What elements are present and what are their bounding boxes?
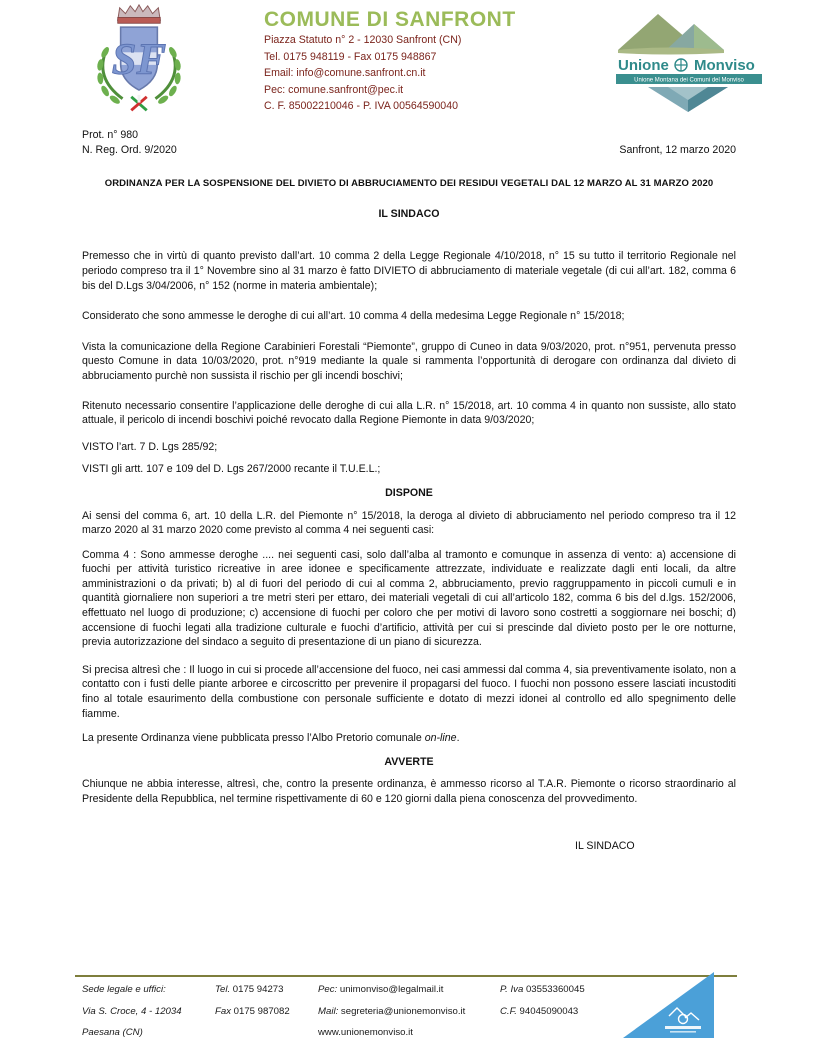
footer-website: www.unionemonviso.it <box>318 1027 413 1038</box>
ordinance-title: ORDINANZA PER LA SOSPENSIONE DEL DIVIETO DI ABBRUCIAMENTO DEI RESIDUI VEGETALI DAL 12 MARZO AL 31 MARZO 2020 <box>104 178 714 190</box>
comune-name: COMUNE DI SANFRONT <box>264 8 516 31</box>
heading-il-sindaco: IL SINDACO <box>378 207 440 220</box>
registry-number: N. Reg. Ord. 9/2020 <box>82 143 177 156</box>
footer-fax-value: 0175 987082 <box>231 1005 290 1017</box>
heading-dispone: DISPONE <box>385 486 433 499</box>
paragraph-ritenuto: Ritenuto necessario consentire l’applicazione delle deroghe di cui alla L.R. n° 15/2018, art. 10 comma 4 in quanto non sussiste, allo stato attuale, il pericolo di incendi boschivi poiché revocato dalla Regione Piemonte in data 9/03/2020; <box>82 399 736 427</box>
paragraph-chiunque: Chiunque ne abbia interesse, altresì, che, contro la presente ordinanza, è ammesso ricorso al T.A.R. Piemonte o ricorso straordinario al Presidente della Repubblica, nel termine rispettivamente di 60 e 120 giorni dalla piena conoscenza del provvedimento. <box>82 778 736 805</box>
unione-monviso-logo <box>608 4 770 112</box>
footer-cf-value: 94045090043 <box>516 1005 579 1017</box>
footer-contact-block <box>82 984 660 1039</box>
svg-text:SF: SF <box>111 33 167 84</box>
footer-address-line1: Via S. Croce, 4 - 12034 <box>82 1005 182 1017</box>
footer-address-label: Sede legale e uffici: <box>82 984 166 995</box>
paragraph-ai-sensi: Ai sensi del comma 6, art. 10 della L.R. del Piemonte n° 15/2018, la deroga al divieto di abbruciamento nel periodo compreso tra il 12 marzo 2020 al 31 marzo 2020 come previsto al comma 4 nei seguenti casi: <box>82 509 736 537</box>
paragraph-si-precisa: Si precisa altresì che : Il luogo in cui si procede all’accensione del fuoco, nei casi ammessi dal comma 4, sia preventivamente isolato, non a contatto con i fusti delle piante arboree e circoscritto per prevenire il propagarsi del fuoco. I fuochi non possono essere lasciati incustoditi fino al totale esaurimento della combustione con personale sufficiente e dotato di mezzi idonei al controllo ed allo spegnimento delle fiamme. <box>82 663 736 720</box>
footer-piva-label: P. Iva <box>500 984 524 995</box>
comune-email: Email: info@comune.sanfront.cn.it <box>264 67 426 80</box>
paragraph-vista: Vista la comunicazione della Regione Carabinieri Forestali “Piemonte”, gruppo di Cuneo in data 9/03/2020, prot. n°951, pervenuta presso questo Comune in data 10/03/2020, prot. n°919 mediante la quale si rammenta l’opportunità di derogare con ordinanza dal divieto di abbruciamento purchè non sussista il rischio per gli incendi boschivi; <box>82 340 736 382</box>
paragraph-comma4: Comma 4 : Sono ammesse deroghe .... nei seguenti casi, solo dall’alba al tramonto e comunque in assenza di vento: a) accensione di fuochi per attività turistico ricreative in aree idonee e specificamente attrezzate, individuate e realizzate dagli enti locali, da altre amministrazioni o da privati; b) al di fuori del periodo di cui al comma 2, abbruciamento, previo raggruppamento in piccoli cumuli e in quantità giornaliere non superiori a tre metri steri per ettaro, dei materiali vegetali di cui all’articolo 182, comma 6 bis del d.lgs. 152/2006, effettuato nel luogo di produzione; c) accensione di fuochi per coloro che per motivi di lavoro sono costretti a soggiornare nei boschi; d) accensione di fuochi legati alla tradizione culturale e fuochi d’artificio, attività per cui si prescinde dal divieto posto per le ore notturne, previa autorizzazione del sindaco a seguito di presentazione di un piano di sicurezza. <box>82 548 736 649</box>
footer-tel-label: Tel. <box>215 984 231 995</box>
protocol-number: Prot. n° 980 <box>82 129 139 141</box>
footer-address-line2: Paesana (CN) <box>82 1027 143 1038</box>
document-body <box>82 128 736 853</box>
footer-fax-label: Fax <box>215 1005 231 1017</box>
paragraph-considerato: Considerato che sono ammesse le deroghe di cui all’art. 10 comma 4 della medesima Legge Regionale n° 15/2018; <box>82 310 625 323</box>
place-and-date: Sanfront, 12 marzo 2020 <box>619 143 736 156</box>
paragraph-visto: VISTO l’art. 7 D. Lgs 285/92; <box>82 440 218 453</box>
footer-cf-label: C.F. <box>500 1005 517 1017</box>
svg-text:Unione Montana dei Comuni del: Unione Montana dei Comuni del Monviso <box>634 77 744 84</box>
footer-pec-value: unimonviso@legalmail.it <box>337 984 444 995</box>
footer-tel-value: 0175 94273 <box>230 984 284 995</box>
footer-piva-value: 03553360045 <box>523 984 585 995</box>
compass-icon <box>675 59 687 71</box>
comune-phone-fax: Tel. 0175 948119 - Fax 0175 948867 <box>264 50 437 63</box>
municipality-letterhead <box>264 8 594 115</box>
pubblicazione-period: . <box>456 732 460 745</box>
footer-pec-label: Pec: <box>318 984 338 995</box>
paragraph-pubblicazione <box>82 731 736 746</box>
paragraph-visti: VISTI gli artt. 107 e 109 del D. Lgs 267/2000 recante il T.U.E.L.; <box>82 463 381 476</box>
pubblicazione-online: on-line <box>424 732 457 745</box>
comune-pec: Pec: comune.sanfront@pec.it <box>264 83 404 96</box>
footer-mail-value: segreteria@unionemonviso.it <box>338 1005 466 1017</box>
unione-monviso-triangle-logo <box>623 972 714 1038</box>
footer-mail <box>318 1006 500 1018</box>
footer-fax <box>215 1006 318 1018</box>
pubblicazione-text: La presente Ordinanza viene pubblicata presso l’Albo Pretorio comunale <box>82 732 425 745</box>
footer-tel <box>215 984 318 996</box>
svg-text:Unione: Unione <box>618 57 669 74</box>
heading-avverte: AVVERTE <box>384 755 434 768</box>
paragraph-premesso: Premesso che in virtù di quanto previsto dall’art. 10 comma 2 della Legge Regionale 4/10/2018, n° 15 su tutto il territorio Regionale nel periodo compreso tra il 1° Novembre sino al 31 marzo è fatto DIVIETO di abbruciamento di materiale vegetale (di cui all’art. 182, comma 6 bis del D.Lgs 3/04/2006, n° 152 (norme in materia ambientale); <box>82 250 736 292</box>
sanfront-coat-of-arms-icon <box>85 2 193 120</box>
footer-mail-label: Mail: <box>318 1005 339 1017</box>
comune-address: Piazza Statuto n° 2 - 12030 Sanfront (CN) <box>264 34 462 46</box>
comune-fiscal-codes: C. F. 85002210046 - P. IVA 00564590040 <box>264 100 458 113</box>
svg-text:Monviso: Monviso <box>694 57 755 74</box>
signature-il-sindaco: IL SINDACO <box>575 839 635 852</box>
footer-pec <box>318 984 500 996</box>
